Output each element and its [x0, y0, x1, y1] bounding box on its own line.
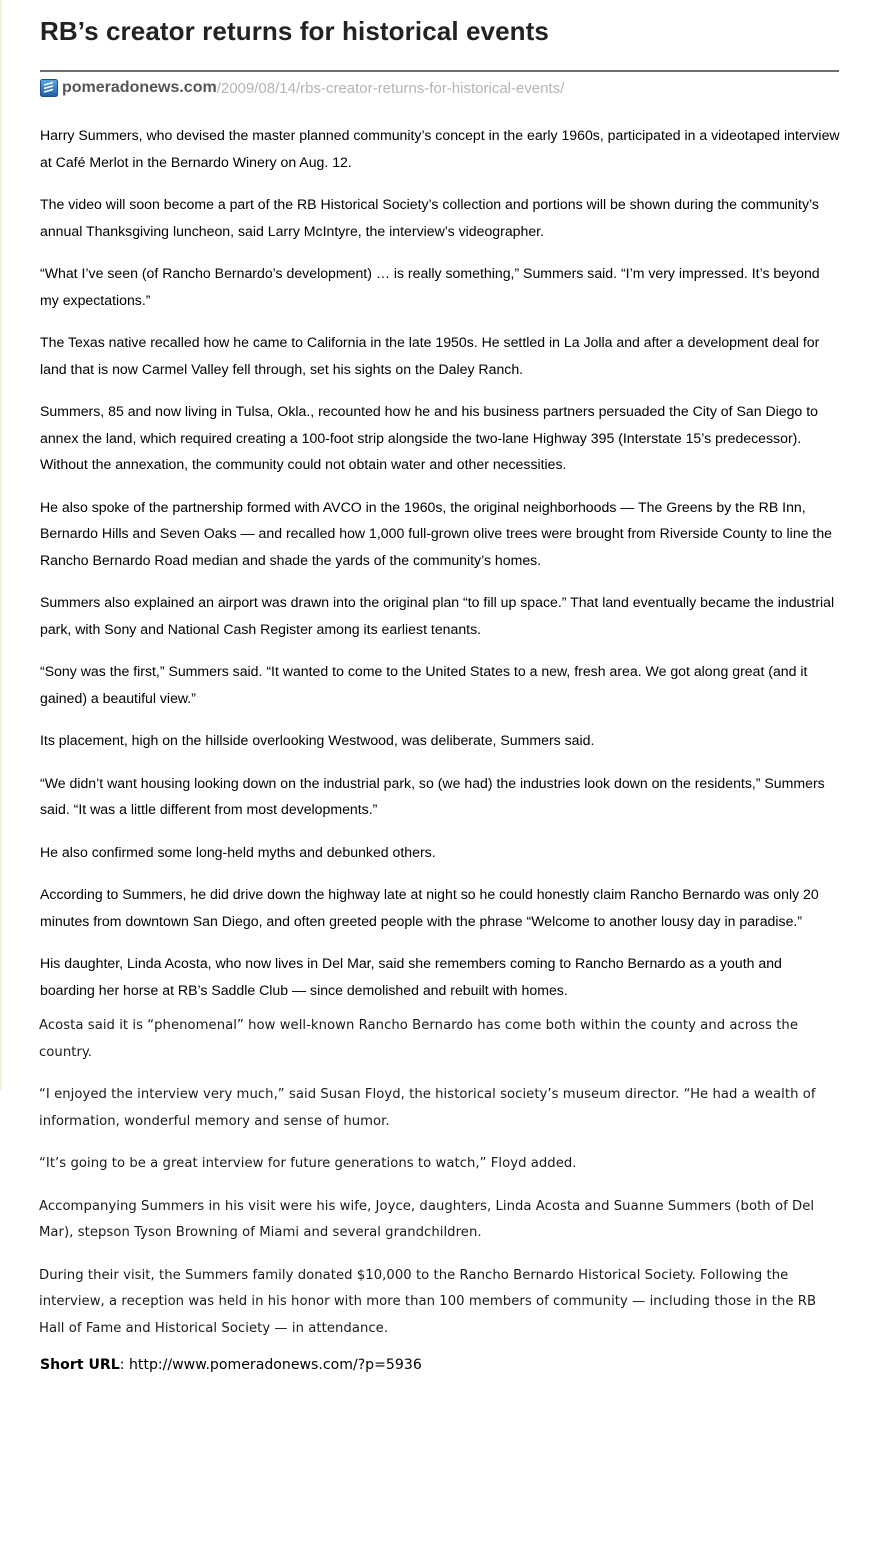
short-url-separator: :	[119, 1357, 129, 1373]
title-divider	[40, 70, 839, 72]
paragraph: Its placement, high on the hillside overlooking Westwood, was deliberate, Summers said.	[40, 732, 595, 748]
paragraph: Harry Summers, who devised the master planned community’s concept in the early 1960s, participated in a videotaped interview at Café Merlot in the Bernardo Winery on Aug. 12.	[40, 127, 840, 170]
short-url-label: Short URL	[40, 1357, 120, 1373]
paragraph: The video will soon become a part of the RB Historical Society’s collection and portions will be shown during the community’s annual Thanksgiving luncheon, said Larry McIntyre, the interview’s videographer.	[40, 196, 819, 239]
paragraph: The Texas native recalled how he came to California in the late 1950s. He settled in La Jolla and after a development deal for land that is now Carmel Valley fell through, set his sights on the Daley Ranch.	[40, 334, 820, 377]
paragraph: According to Summers, he did drive down the highway late at night so he could honestly claim Rancho Bernardo was only 20 minutes from downtown San Diego, and often greeted people with the phrase “Welcome to another lousy day in paradise.”	[40, 886, 819, 929]
paragraph: “We didn’t want housing looking down on the industrial park, so (we had) the industries look down on the residents,” Summers said. “It was a little different from most developments.”	[40, 774, 825, 817]
paragraph: Summers also explained an airport was drawn into the original plan “to fill up space.” That land eventually became the industrial park, with Sony and National Cash Register among its earliest tenants.	[40, 594, 835, 637]
paragraph: “Sony was the first,” Summers said. “It wanted to come to the United States to a new, fresh area. We got along great (and it gained) a beautiful view.”	[40, 663, 808, 706]
source-url[interactable]	[40, 78, 564, 98]
paragraph: He also confirmed some long-held myths and debunked others.	[40, 843, 436, 860]
paragraph: He also spoke of the partnership formed with AVCO in the 1960s, the original neighborhoods — The Greens by the RB Inn, Bernardo Hills and Seven Oaks — and recalled how 1,000 full-grown olive trees were brought from Riverside County to line the Rancho Bernardo Road median and shade the yards of the community’s homes.	[40, 498, 833, 568]
left-edge-bar	[0, 0, 2, 1090]
paragraph: During their visit, the Summers family donated $10,000 to the Rancho Bernardo Historical Society. Following the interview, a reception was held in his honor with more than 100 members of community — including those in the RB Hall of Fame and Historical Society — in attendance.	[39, 1267, 817, 1336]
paragraph: “I enjoyed the interview very much,” said Susan Floyd, the historical society’s museum director. “He had a wealth of information, wonderful memory and sense of humor.	[39, 1087, 816, 1129]
paragraph: Acosta said it is “phenomenal” how well-known Rancho Bernardo has come both within the county and across the country.	[39, 1018, 798, 1060]
article-body	[40, 122, 840, 1395]
article-title: RB’s creator returns for historical events	[40, 16, 549, 46]
source-path[interactable]: /2009/08/14/rbs-creator-returns-for-historical-events/	[216, 79, 565, 97]
short-url-link[interactable]: http://www.pomeradonews.com/?p=5936	[128, 1357, 422, 1373]
paragraph: “What I’ve seen (of Rancho Bernardo’s development) … is really something,” Summers said. “I’m very impressed. It’s beyond my expectations.”	[40, 265, 820, 308]
paragraph: Summers, 85 and now living in Tulsa, Okla., recounted how he and his business partners persuaded the City of San Diego to annex the land, which required creating a 100-foot strip alongside the two-lane Highway 395 (Interstate 15’s predecessor). Without the annexation, the community could not obtain water and other necessities.	[40, 403, 818, 472]
site-favicon-icon	[40, 79, 58, 97]
paragraph: Accompanying Summers in his visit were his wife, Joyce, daughters, Linda Acosta and Suanne Summers (both of Del Mar), stepson Tyson Browning of Miami and several grandchildren.	[39, 1198, 815, 1240]
short-url	[40, 1352, 840, 1379]
source-domain[interactable]: pomeradonews.com	[62, 79, 217, 96]
paragraph: His daughter, Linda Acosta, who now lives in Del Mar, said she remembers coming to Rancho Bernardo as a youth and boarding her horse at RB’s Saddle Club — since demolished and rebuilt with homes.	[40, 955, 782, 998]
paragraph: “It’s going to be a great interview for future generations to watch,” Floyd added.	[39, 1156, 577, 1171]
